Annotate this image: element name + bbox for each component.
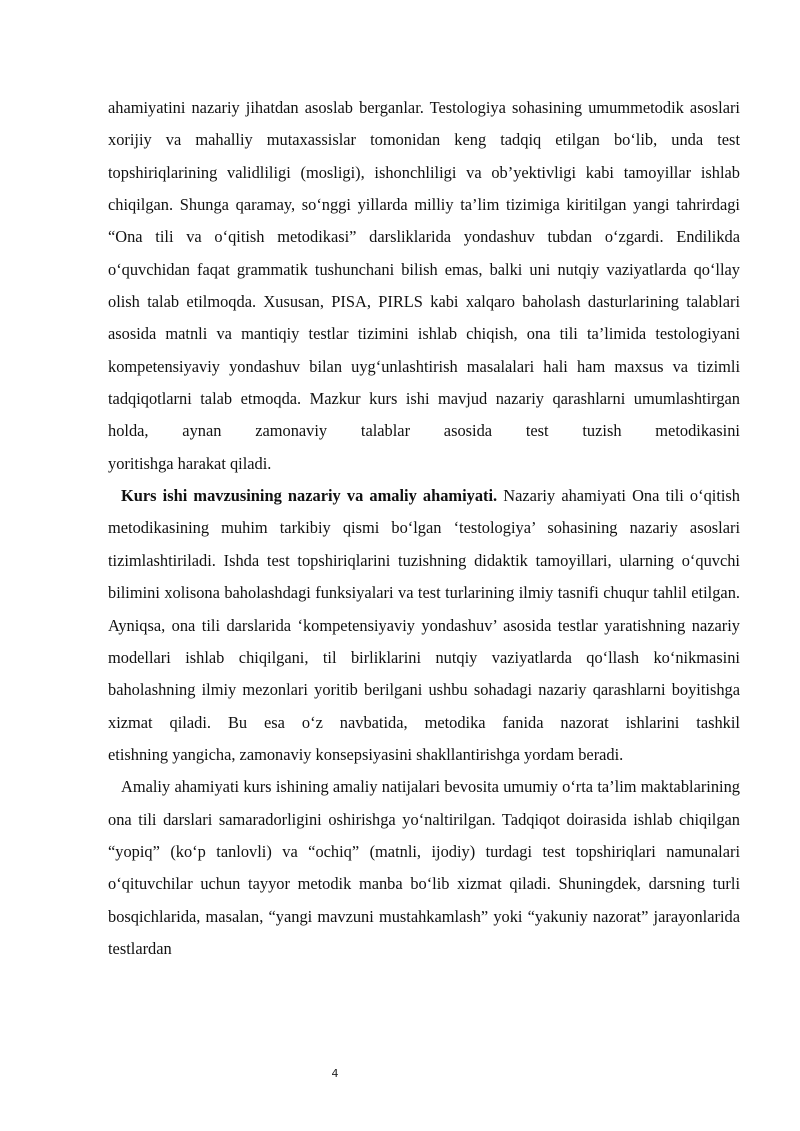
paragraph-intro-last-line [108,448,740,480]
paragraph-intro [108,92,740,448]
paragraph-significance-last-line [108,739,740,771]
paragraph-practical-text: Amaliy ahamiyati kurs ishining amaliy natijalari bevosita umumiy o‘rta ta’lim maktablarining ona tili darslari samaradorligini oshirishga yo‘naltirilgan. Tadqiqot doirasida ishlab chiqilgan “yopiq” (ko‘p tanlovli) va “ochiq” (matnli, ijodiy) turdagi test topshiriqlari namunalari o‘qituvchilar uchun tayyor metodik manba bo‘lib xizmat qiladi. Shuningdek, darsning turli bosqichlarida, masalan, “yangi mavzuni mustahkamlash” yoki “yakuniy nazorat” jarayonlarida testlardan [108,777,740,958]
paragraph-intro-text: ahamiyatini nazariy jihatdan asoslab berganlar. Testologiya sohasining umummetodik asoslari xorijiy va mahalliy mutaxassislar tomonidan keng tadqiq etilgan bo‘lib, unda test topshiriqlarining validliligi (mosligi), ishonchliligi va ob’yektivligi kabi tamoyillar ishlab chiqilgan. Shunga qaramay, so‘nggi yillarda milliy ta’lim tizimiga kiritilgan yangi tahrirdagi “Ona tili va o‘qitish metodikasi” darsliklarida yondashuv tubdan o‘zgardi. Endilikda o‘quvchidan faqat grammatik tushunchani bilish emas, balki uni nutqiy vaziyatlarda qo‘llay olish talab etilmoqda. Xususan, PISA, PIRLS kabi xalqaro baholash dasturlarining talablari asosida matnli va mantiqiy testlar tizimini ishlab chiqish, ona tili ta’limida testologiyani kompetensiyaviy yondashuv bilan uyg‘unlashtirish masalalari hali ham maxsus va tizimli tadqiqotlarni talab etmoqda. Mazkur kurs ishi mavjud nazariy qarashlarni umumlashtirgan holda, aynan zamonaviy talablar asosida test tuzish metodikasini [108,98,740,441]
document-page [108,92,740,965]
paragraph-significance-ending: etishning yangicha, zamonaviy konsepsiyasini shakllantirishga yordam beradi. [108,744,624,764]
page-number: 4 [331,1067,339,1080]
paragraph-significance [108,480,740,739]
paragraph-intro-ending: yoritishga harakat qiladi. [108,453,272,473]
paragraph-practical [108,771,740,965]
paragraph-significance-text: Nazariy ahamiyati Ona tili o‘qitish metodikasining muhim tarkibiy qismi bo‘lgan ‘testologiya’ sohasining nazariy asoslari tizimlashtiriladi. Ishda test topshiriqlarini tuzishning didaktik tamoyillari, ularning o‘quvchi bilimini xolisona baholashdagi funksiyalari va test turlarining ilmiy tasnifi chuqur tahlil etilgan. Ayniqsa, ona tili darslarida ‘kompetensiyaviy yondashuv’ asosida testlar yaratishning nazariy modellari ishlab chiqilgani, til birliklarini nutqiy vaziyatlarda qo‘llash ko‘nikmasini baholashning ilmiy mezonlari yoritib berilgani ushbu sohadagi nazariy qarashlarni boyitishga xizmat qiladi. Bu esa o‘z navbatida, metodika fanida nazorat ishlarini tashkil [108,486,741,732]
section-heading: Kurs ishi mavzusining nazariy va amaliy ahamiyati. [121,486,498,506]
